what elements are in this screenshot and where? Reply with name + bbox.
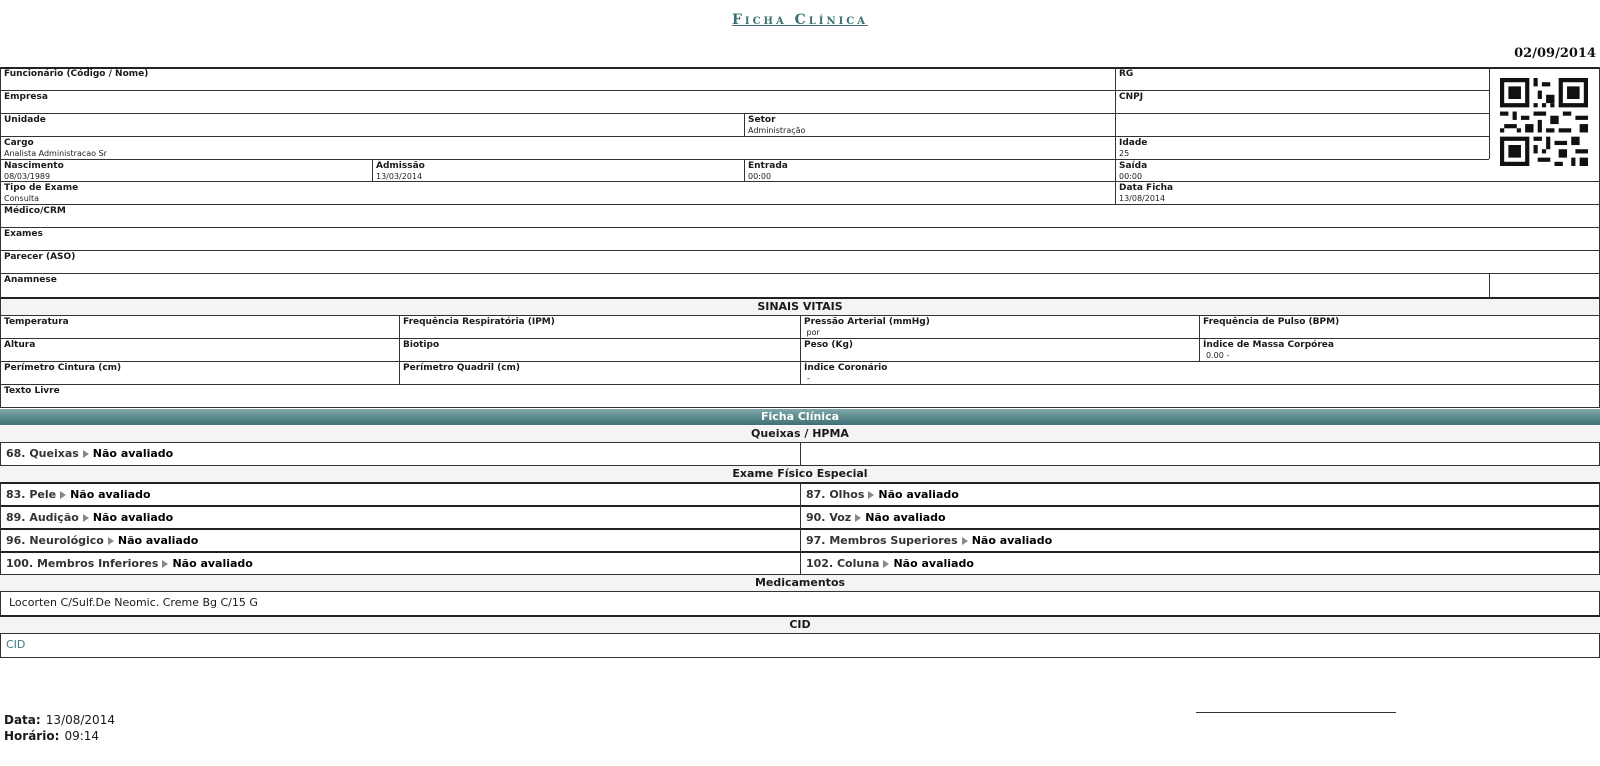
exam-item-status: Não avaliado xyxy=(893,557,974,570)
empresa-cell xyxy=(1,91,1111,113)
cargo-cell xyxy=(1,137,1111,159)
triangle-right-icon xyxy=(83,450,89,458)
setor-value: Administração xyxy=(748,126,806,135)
exam-item-audicao[interactable] xyxy=(1,507,799,528)
imc-label: Índice de Massa Corpórea xyxy=(1203,340,1334,350)
tipo-exame-label: Tipo de Exame xyxy=(4,183,79,193)
coronario-value: - xyxy=(807,374,810,383)
exam-item-status: Não avaliado xyxy=(971,534,1053,547)
exam-item-status: Não avaliado xyxy=(878,488,959,501)
altura-label: Altura xyxy=(4,340,36,350)
nascimento-value: 08/03/1989 xyxy=(4,172,51,181)
queixas-item-status: Não avaliado xyxy=(92,447,174,460)
vital-signs-heading: SINAIS VITAIS xyxy=(0,299,1600,315)
footer-time-label: Horário: xyxy=(4,729,60,743)
exam-item-membros-superiores[interactable] xyxy=(801,530,1599,551)
pressao-label: Pressão Arterial (mmHg) xyxy=(804,317,930,327)
exam-item-label: 97. Membros Superiores xyxy=(806,534,958,547)
medicamentos-heading: Medicamentos xyxy=(0,575,1600,591)
freq-resp-cell xyxy=(400,316,798,338)
medico-cell xyxy=(1,205,1597,227)
cid-value[interactable]: CID xyxy=(6,638,26,651)
triangle-right-icon xyxy=(855,514,861,522)
exam-item-status: Não avaliado xyxy=(70,488,151,501)
pressao-cell xyxy=(801,316,1197,338)
signature-line xyxy=(1196,712,1396,713)
altura-cell xyxy=(1,339,397,361)
pressao-value: por xyxy=(804,328,823,337)
admissao-cell xyxy=(373,160,743,181)
cid-heading: CID xyxy=(0,617,1600,633)
unidade-cell xyxy=(1,114,741,136)
page-title: Ficha Clínica xyxy=(731,12,869,28)
coronario-label: Índice Coronário xyxy=(804,363,888,373)
footer-date-label: Data: xyxy=(4,713,41,727)
exam-item-status: Não avaliado xyxy=(172,557,253,570)
freq-pulso-label: Frequência de Pulso (BPM) xyxy=(1203,317,1340,327)
exam-item-label: 96. Neurológico xyxy=(6,534,104,547)
biotipo-label: Biotipo xyxy=(403,340,440,350)
rg-label: RG xyxy=(1119,69,1134,79)
queixas-item-label: 68. Queixas xyxy=(6,447,79,460)
exam-item-status: Não avaliado xyxy=(865,511,946,524)
coronario-cell xyxy=(801,362,1597,384)
idade-label: Idade xyxy=(1119,138,1148,148)
exam-item-label: 89. Audição xyxy=(6,511,79,524)
exam-item-label: 83. Pele xyxy=(6,488,57,501)
temperatura-label: Temperatura xyxy=(4,317,69,327)
queixas-heading: Queixas / HPMA xyxy=(0,426,1600,442)
data-ficha-cell xyxy=(1116,182,1596,204)
entrada-value: 00:00 xyxy=(748,172,772,181)
exam-item-coluna[interactable] xyxy=(801,553,1599,574)
exam-item-label: 90. Voz xyxy=(806,511,852,524)
exam-item-membros-inferiores[interactable] xyxy=(1,553,799,574)
triangle-right-icon xyxy=(868,491,874,499)
quadril-cell xyxy=(400,362,798,384)
footer-time xyxy=(4,725,99,744)
exam-item-label: 102. Coluna xyxy=(806,557,880,570)
cintura-label: Perímetro Cintura (cm) xyxy=(4,363,122,373)
data-ficha-value: 13/08/2014 xyxy=(1119,194,1166,203)
funcionario-label: Funcionário (Código / Nome) xyxy=(4,69,149,79)
freq-resp-label: Frequência Respiratória (IPM) xyxy=(403,317,555,327)
anamnese-label: Anamnese xyxy=(4,275,57,285)
cnpj-label: CNPJ xyxy=(1119,92,1144,102)
triangle-right-icon xyxy=(108,537,114,545)
footer-time-value: 09:14 xyxy=(64,729,100,743)
imc-cell xyxy=(1200,339,1598,361)
clinical-section-bar: Ficha Clínica xyxy=(0,409,1600,425)
exames-label: Exames xyxy=(4,229,43,239)
exam-item-status: Não avaliado xyxy=(92,511,174,524)
entrada-label: Entrada xyxy=(748,161,788,171)
anamnese-cell xyxy=(1,274,1487,296)
unidade-label: Unidade xyxy=(4,115,46,125)
exam-item-status: Não avaliado xyxy=(117,534,199,547)
cnpj-cell xyxy=(1116,91,1486,113)
qr-code-icon xyxy=(1500,78,1588,166)
tipo-exame-value: Consulta xyxy=(4,194,40,203)
quadril-label: Perímetro Quadril (cm) xyxy=(403,363,521,373)
freq-pulso-cell xyxy=(1200,316,1598,338)
exame-fisico-heading: Exame Físico Especial xyxy=(0,466,1600,482)
nascimento-label: Nascimento xyxy=(4,161,64,171)
cargo-label: Cargo xyxy=(4,138,34,148)
temperatura-cell xyxy=(1,316,397,338)
parecer-cell xyxy=(1,251,1597,273)
exam-item-olhos[interactable] xyxy=(801,484,1599,505)
triangle-right-icon xyxy=(83,514,89,522)
texto-livre-cell xyxy=(1,385,1597,407)
cintura-cell xyxy=(1,362,397,384)
funcionario-cell xyxy=(1,68,1111,90)
exam-item-label: 100. Membros Inferiores xyxy=(6,557,159,570)
parecer-label: Parecer (ASO) xyxy=(4,252,76,262)
admissao-value: 13/03/2014 xyxy=(376,172,423,181)
texto-livre-label: Texto Livre xyxy=(4,386,60,396)
exam-item-voz[interactable] xyxy=(801,507,1599,528)
medico-label: Médico/CRM xyxy=(4,206,66,216)
imc-value: 0.00 - xyxy=(1206,351,1230,360)
exames-cell xyxy=(1,228,1597,250)
empresa-label: Empresa xyxy=(4,92,48,102)
data-ficha-label: Data Ficha xyxy=(1119,183,1174,193)
medicamento-value: Locorten C/Sulf.De Neomic. Creme Bg C/15 G xyxy=(9,596,258,609)
setor-cell xyxy=(745,114,1485,136)
triangle-right-icon xyxy=(962,537,968,545)
entrada-cell xyxy=(745,160,1115,181)
saida-cell xyxy=(1116,160,1486,181)
saida-label: Saída xyxy=(1119,161,1148,171)
triangle-right-icon xyxy=(883,560,889,568)
exam-item-neurologico[interactable] xyxy=(1,530,799,551)
nascimento-cell xyxy=(1,160,371,181)
peso-cell xyxy=(801,339,1197,361)
idade-cell xyxy=(1116,137,1486,159)
exam-item-pele[interactable] xyxy=(1,484,799,505)
cargo-value: Analista Administracao Sr xyxy=(4,149,107,158)
footer-date-value: 13/08/2014 xyxy=(45,713,115,727)
rg-cell xyxy=(1116,68,1486,90)
admissao-label: Admissão xyxy=(376,161,425,171)
exam-item-label: 87. Olhos xyxy=(806,488,865,501)
triangle-right-icon xyxy=(60,491,66,499)
setor-label: Setor xyxy=(748,115,776,125)
saida-value: 00:00 xyxy=(1119,172,1143,181)
triangle-right-icon xyxy=(162,560,168,568)
queixas-item[interactable] xyxy=(1,443,799,465)
peso-label: Peso (Kg) xyxy=(804,340,854,350)
biotipo-cell xyxy=(400,339,798,361)
tipo-exame-cell xyxy=(1,182,1111,204)
idade-value: 25 xyxy=(1119,149,1130,158)
print-date: 02/09/2014 xyxy=(1514,46,1596,61)
